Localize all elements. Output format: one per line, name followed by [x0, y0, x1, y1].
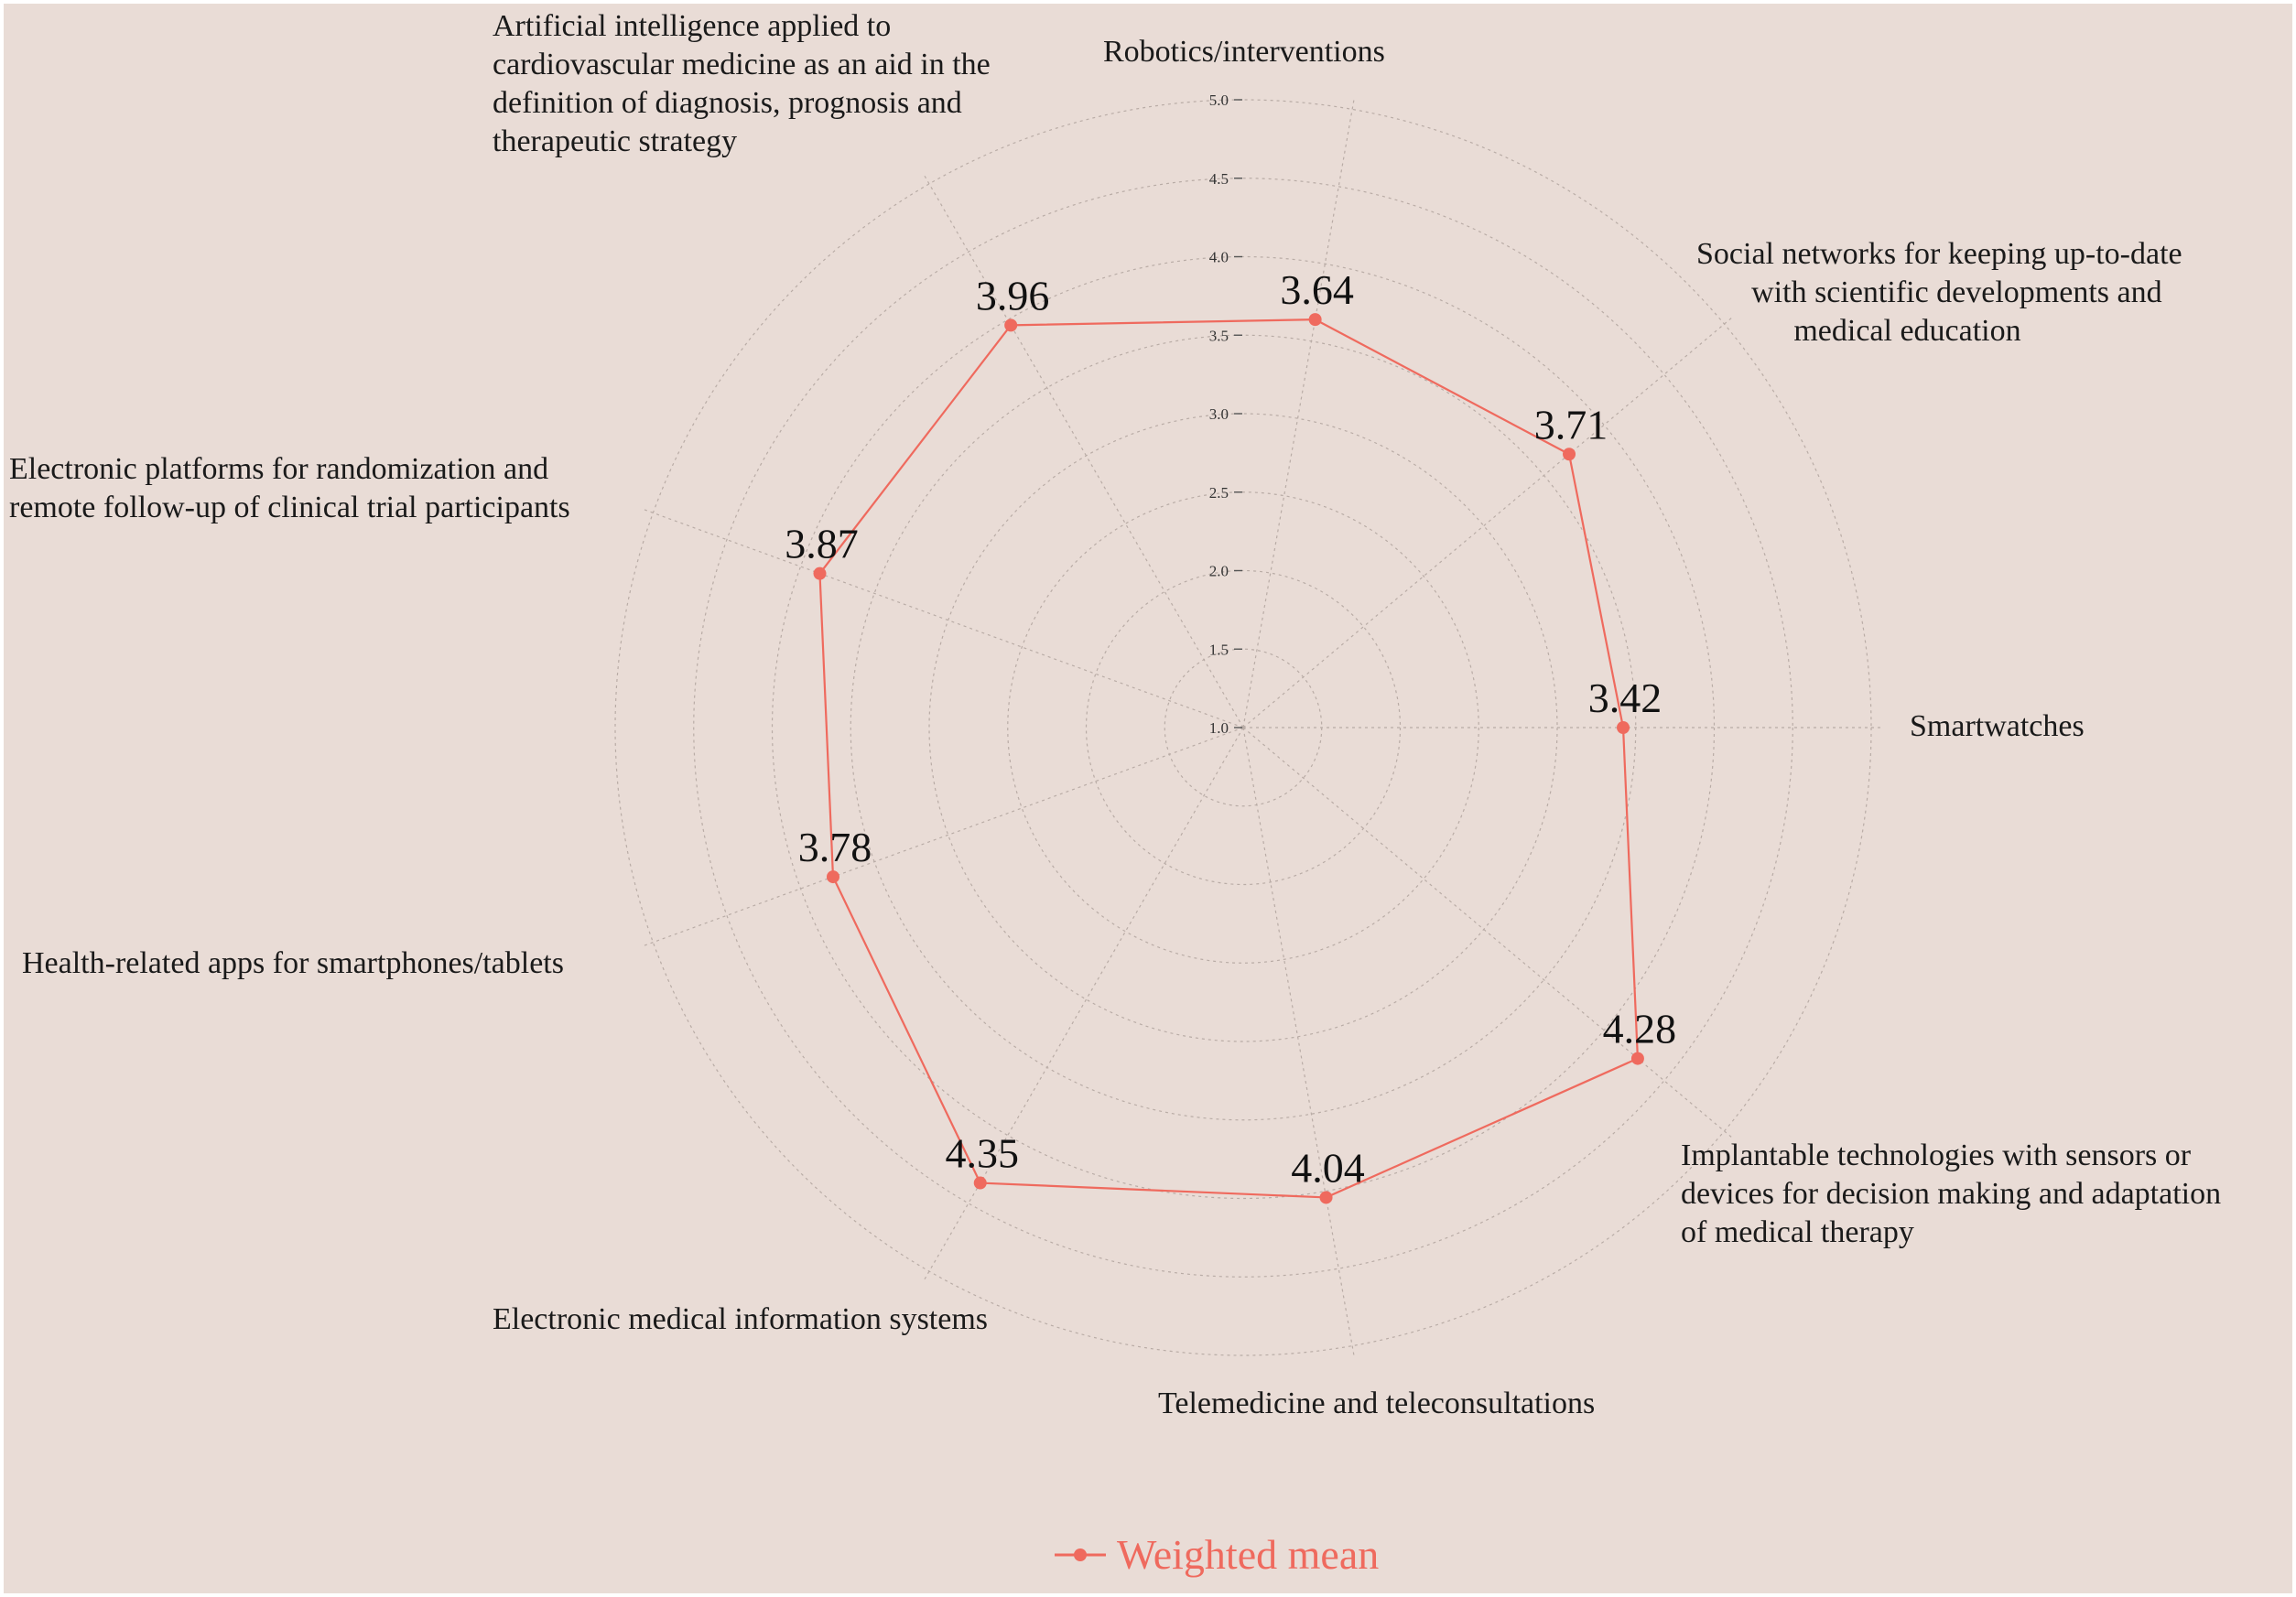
category-label-line: Robotics/interventions [1103, 35, 1385, 69]
data-label: 3.96 [975, 272, 1050, 319]
category-label-line: cardiovascular medicine as an aid in the [493, 48, 991, 81]
tick-label: 4.0 [1208, 248, 1229, 266]
tick-label: 2.0 [1208, 562, 1229, 580]
category-label-line: devices for decision making and adaptation [1681, 1177, 2222, 1211]
category-label-robotics [1103, 33, 1385, 71]
data-label: 3.42 [1587, 674, 1662, 721]
tick-label: 2.5 [1208, 483, 1229, 502]
spoke-line [643, 728, 1243, 946]
category-label-health-apps [22, 944, 564, 983]
category-label-telemedicine [1158, 1385, 1595, 1423]
category-label-line: Social networks for keeping up-to-date [1696, 237, 2182, 271]
category-label-line: Health-related apps for smartphones/tablets [22, 946, 564, 980]
data-label: 3.64 [1280, 266, 1354, 314]
tick-label: 3.0 [1208, 405, 1229, 423]
data-label: 4.04 [1291, 1144, 1365, 1192]
data-label: 4.28 [1602, 1005, 1677, 1052]
tick-label: 5.0 [1208, 92, 1229, 109]
data-point [1563, 448, 1576, 460]
data-point [974, 1177, 987, 1190]
spoke-line [1243, 728, 1354, 1356]
legend-marker [1053, 1541, 1108, 1569]
spoke-line [643, 509, 1243, 728]
data-point [1320, 1191, 1333, 1203]
category-label-electronic-medical-information [493, 1300, 988, 1339]
data-point [827, 870, 839, 883]
category-label-social-networks [1696, 235, 2182, 351]
data-point [1631, 1052, 1644, 1065]
tick-label: 1.0 [1208, 719, 1229, 737]
legend-label: Weighted mean [1117, 1531, 1380, 1578]
category-label-line: Electronic platforms for randomization and [9, 452, 549, 486]
data-label: 3.78 [797, 824, 872, 871]
tick-label: 4.5 [1208, 169, 1229, 188]
category-label-line: Artificial intelligence applied to [493, 9, 892, 43]
data-label: 3.87 [785, 520, 859, 567]
spoke-line [924, 175, 1243, 728]
spoke-line [1243, 317, 1733, 728]
series-line [819, 319, 1637, 1197]
data-label: 4.35 [945, 1129, 1019, 1177]
spoke-line [924, 728, 1243, 1280]
category-label-line: therapeutic strategy [493, 124, 738, 158]
legend [1053, 1530, 1379, 1579]
category-label-line: Telemedicine and teleconsultations [1158, 1387, 1596, 1420]
data-point [1309, 313, 1322, 326]
category-label-line: of medical therapy [1681, 1215, 1914, 1249]
data-label: 3.71 [1533, 401, 1608, 448]
category-label-smartwatches [1910, 707, 2085, 746]
category-label-line: medical education [1793, 314, 2021, 348]
category-label-line: Smartwatches [1910, 709, 2085, 743]
category-label-line: Implantable technologies with sensors or [1681, 1138, 2192, 1172]
category-label-line: definition of diagnosis, prognosis and [493, 86, 962, 120]
data-point [813, 567, 826, 580]
category-label-line: with scientific developments and [1751, 275, 2162, 309]
tick-label: 1.5 [1208, 641, 1229, 659]
spoke-line [1243, 99, 1354, 728]
category-label-artificial-intelligence [493, 7, 991, 161]
category-label-line: Electronic medical information systems [493, 1302, 989, 1336]
data-point [1617, 721, 1630, 734]
category-label-electronic-platforms [9, 450, 570, 527]
spoke-line [1243, 728, 1733, 1138]
tick-label: 3.5 [1208, 327, 1229, 345]
category-label-line: remote follow-up of clinical trial participants [9, 491, 570, 524]
category-label-implantable-technologies [1681, 1137, 2221, 1252]
data-point [1004, 318, 1017, 331]
